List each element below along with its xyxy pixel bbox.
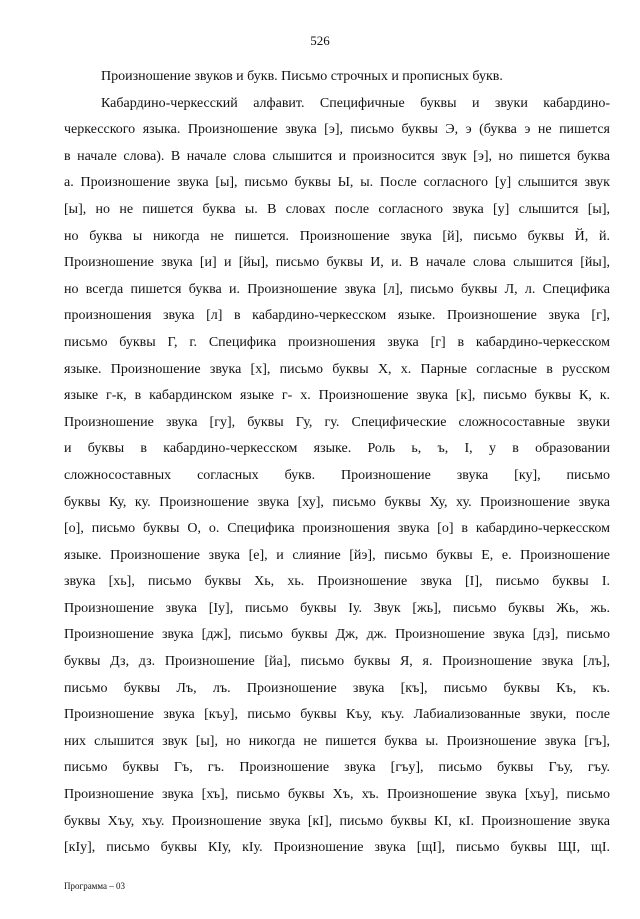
text-line: [кIу], письмо буквы КIу, кIу. Произношение звука [щI], письмо буквы ЩI, щI. bbox=[64, 840, 610, 856]
text-line: буквы Ку, ку. Произношение звука [ху], письмо буквы Ху, ху. Произношение звука bbox=[64, 494, 610, 510]
footer-label: Программа – 03 bbox=[64, 881, 126, 891]
text-line: буквы Хъу, хъу. Произношение звука [кI], письмо буквы КI, кI. Произношение звука bbox=[64, 813, 610, 829]
text-line: но всегда пишется буква и. Произношение звука [л], письмо буквы Л, л. Специфика bbox=[64, 281, 610, 297]
text-line: Произношение звука [къу], письмо буквы Къу, къу. Лабиализованные звуки, после bbox=[64, 707, 610, 723]
section-heading: Произношение звуков и букв. Письмо строчных и прописных букв. bbox=[101, 69, 503, 84]
page-number: 526 bbox=[310, 33, 330, 48]
text-line: но буква ы никогда не пишется. Произношение звука [й], письмо буквы Й, й. bbox=[64, 228, 610, 244]
text-line: них слышится звук [ы], но никогда не пишется буква ы. Произношение звука [гъ], bbox=[64, 733, 610, 749]
text-line: языке. Произношение звука [е], и слияние [йэ], письмо буквы Е, е. Произношение bbox=[64, 547, 610, 563]
text-line: [о], письмо буквы О, о. Специфика произношения звука [о] в кабардино-черкесском bbox=[64, 521, 610, 537]
text-line: письмо буквы Лъ, лъ. Произношение звука [къ], письмо буквы Къ, къ. bbox=[64, 680, 610, 696]
text-line: и буквы в кабардино-черкесском языке. Роль ь, ъ, I, у в образовании bbox=[64, 441, 610, 457]
text-line: языке. Произношение звука [х], письмо буквы Х, х. Парные согласные в русском bbox=[64, 361, 610, 377]
text-line: а. Произношение звука [ы], письмо буквы Ы, ы. После согласного [у] слышится звук bbox=[64, 175, 610, 191]
text-line: черкесского языка. Произношение звука [э], письмо буквы Э, э (буква э не пишется bbox=[64, 122, 610, 138]
text-line: произношения звука [л] в кабардино-черкесском языке. Произношение звука [г], bbox=[64, 308, 610, 324]
text-line: письмо буквы Гъ, гъ. Произношение звука [гъу], письмо буквы Гъу, гъу. bbox=[64, 760, 610, 776]
text-line: Произношение звука [дж], письмо буквы Дж, дж. Произношение звука [дз], письмо bbox=[64, 627, 610, 643]
text-line: буквы Дз, дз. Произношение [йа], письмо буквы Я, я. Произношение звука [лъ], bbox=[64, 654, 610, 670]
text-line: [ы], но не пишется буква ы. В словах после согласного звука [у] слышится [ы], bbox=[64, 201, 610, 217]
text-line: языке г-к, в кабардинском языке г- х. Произношение звука [к], письмо буквы К, к. bbox=[64, 388, 610, 404]
text-line: звука [хь], письмо буквы Хь, хь. Произношение звука [I], письмо буквы I. bbox=[64, 574, 610, 590]
paragraph bbox=[64, 91, 610, 862]
text-line: Произношение звука [и] и [йы], письмо буквы И, и. В начале слова слышится [йы], bbox=[64, 255, 610, 271]
text-line: письмо буквы Г, г. Специфика произношения звука [г] в кабардино-черкесском bbox=[64, 334, 610, 350]
text-line: Произношение звука [хъ], письмо буквы Хъ, хъ. Произношение звука [хъу], письмо bbox=[64, 787, 610, 803]
body-text bbox=[64, 64, 610, 862]
text-line: сложносоставных согласных букв. Произношение звука [ку], письмо bbox=[64, 467, 610, 483]
text-line: Произношение звука [гу], буквы Гу, гу. Специфические сложносоставные звуки bbox=[64, 414, 610, 430]
text-line: Кабардино-черкесский алфавит. Специфичные буквы и звуки кабардино- bbox=[101, 95, 610, 111]
text-line: Произношение звука [Iу], письмо буквы Iу. Звук [жь], письмо буквы Жь, жь. bbox=[64, 600, 610, 616]
text-line: в начале слова). В начале слова слышится и произносится звук [э], но пишется буква bbox=[64, 148, 610, 164]
